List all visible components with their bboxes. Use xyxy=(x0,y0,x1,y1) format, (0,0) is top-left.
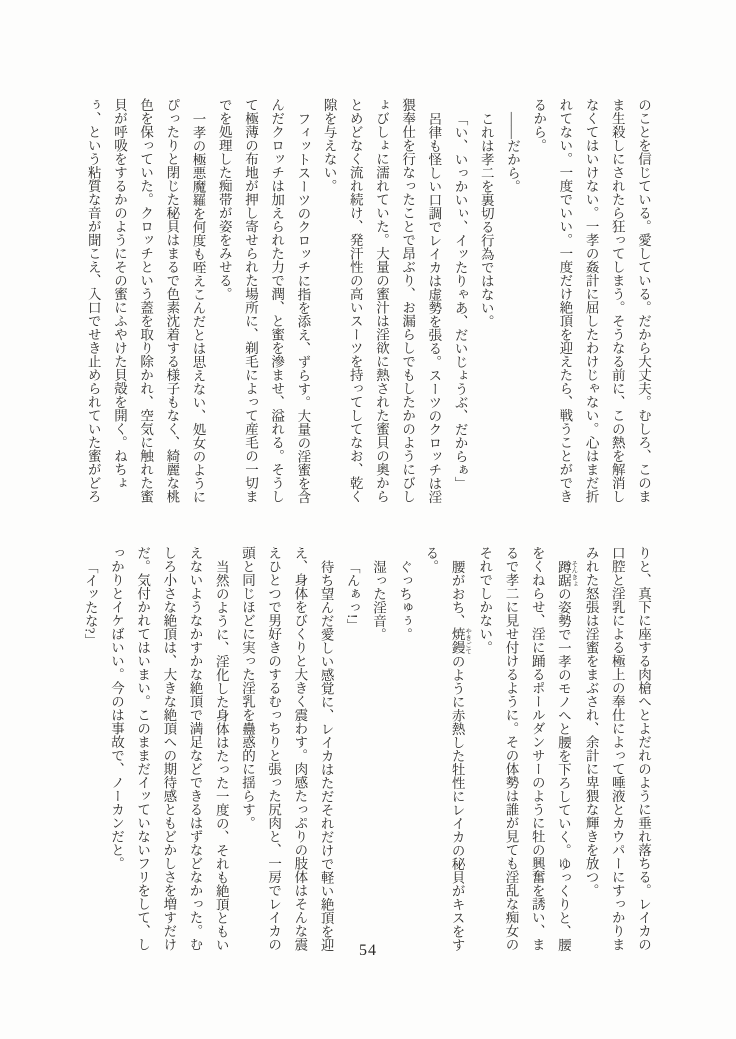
paragraph: 当然のように、淫化した身体はたった一度の、それも絶頂ともいえないようなかすかな絶頂で満足などできるはずなどなかった。むしろ小さな絶頂は、大きな絶頂への期待感ともどかしさを増すだけだ。気付かれてはいまい。このままだイッていないフリをして、しっかりとイケばいい。今のは事故で、ノーカンだと。 xyxy=(108,546,229,951)
paragraph: 一孝の極悪魔羅を何度も咥えこんだとは思えない、処女のようにぴったりと閉じた秘貝はまるで色素沈着する様子もなく、綺麗な桃色を保っていた。クロッチという蓋を取り除かれ、空気に触れた蜜貝が呼吸をするかのようにその蜜にふやけた貝殻を開く。ねちょぅ、という粘質な音が聞こえ、入口でせき止められていた蜜がどろ xyxy=(85,98,206,503)
paragraph: りと、真下に座する肉槍へとよだれのように垂れ落ちる。レイカの口腔と淫乳による極上の奉仕によって唾液とカウパーにすっかりまみれた怒張は淫蜜をまぶされ、余計に卑猥な輝きを放つ。 xyxy=(583,546,651,951)
paragraph: フィットスーツのクロッチに指を添え、ずらす。大量の淫蜜を含んだクロッチは加えられた力で潤、と蜜を滲ませ、溢れる。そうして極薄の布地が押し寄せられた場所に、剃毛によって産毛の一切までを処理した痴帯が姿をみせる。 xyxy=(216,98,311,503)
page-number: 54 xyxy=(359,942,377,959)
ruby-annotated-word: 焼鏝 やきごて xyxy=(449,627,472,654)
paragraph: ――だから。 xyxy=(504,111,520,193)
paragraph: 蹲踞 そんきょの姿勢で一孝のモノへと腰を下ろしていく。ゆっくりと、腰をくねらせ、淫に踊るポールダンサーのように牡の興奮を誘い、まるで孝二に見せ付けるように。その体勢は誰が見ても淫乱な痴女のそれでしかない。 xyxy=(477,546,578,951)
paragraph: ぐっちゅぅ。 xyxy=(397,559,413,641)
paragraph: 待ち望んだ愛しい感覚に、レイカはただそれだけで軽い絶頂を迎え、身体をびくりと大きく震わす。肉感たっぷりの肢体はそんな震えひとつで男好きのするむっちりと張った尻肉と、一房でレイカの頭と同じほどに実った淫乳を蠱惑的に揺らす。 xyxy=(239,546,334,951)
paragraph: のことを信じている。愛している。だから大丈夫。むしろ、このまま生殺しにされたら狂ってしまう。そうなる前に、この熱を解消しなくてはいけない。一孝の姦計に屈したわけじゃない。心はまだ折れてない。一度でいい。一度だけ絶頂を迎えたら、戦うことができるから。 xyxy=(531,98,651,503)
text-block-top xyxy=(78,98,656,510)
paragraph: 湿った淫音。 xyxy=(370,559,386,641)
ruby-annotated-word: 蹲踞 そんきょ xyxy=(555,559,578,587)
paragraph: 腰がおち、焼鏝 やきごてのように赤熱した牡性にレイカの秘貝がキスをする。 xyxy=(423,546,472,951)
paragraph: 呂律も怪しい口調でレイカは虚勢を張る。スーツのクロッチは淫猥奉仕を行なったことで昂ぶり、お漏らしでもしたかのようにびしょびしょに濡れていた。大量の蜜汁は淫欲に熱された蜜貝の奥からとめどなく流れ続け、発汗性の高いスーツを持ってしてなお、乾く隙を与えない。 xyxy=(321,98,442,503)
paragraph: 「んぁっ!」 xyxy=(344,559,360,632)
paragraph: 「イッたな?」 xyxy=(82,559,98,647)
text-block-bottom xyxy=(78,546,656,958)
paragraph: これは孝二を裏切る行為ではない。 xyxy=(478,111,494,328)
paragraph: 「い、いっかいぃ、イッたりゃあ、だいじょうぶ、だからぁ」 xyxy=(452,111,468,490)
